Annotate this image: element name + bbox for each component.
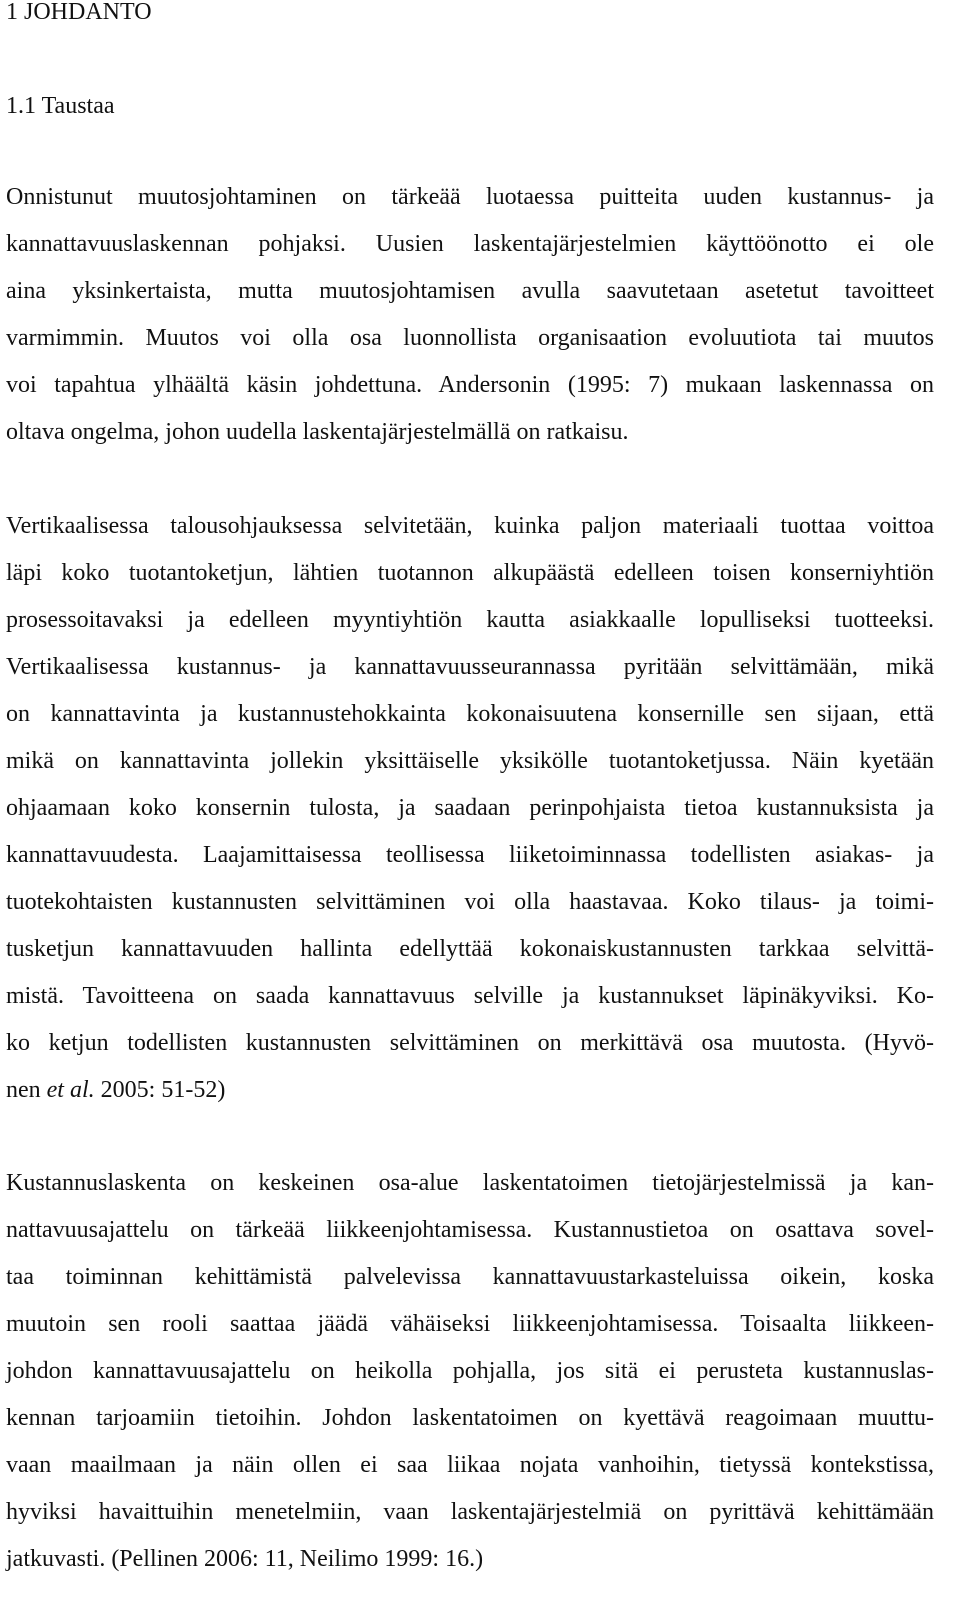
paragraph-line: Onnistunut muutosjohtaminen on tärkeää luotaessa puitteita uuden kustannus- ja — [6, 184, 934, 210]
paragraph-line: kennan tarjoamiin tietoihin. Johdon laskentatoimen on kyettävä reagoimaan muuttu- — [6, 1405, 934, 1431]
paragraph-line: kannattavuudesta. Laajamittaisessa teollisessa liiketoiminnassa todellisten asiakas- ja — [6, 842, 934, 868]
paragraph-line: tusketjun kannattavuuden hallinta edellyttää kokonaiskustannusten tarkkaa selvittä- — [6, 936, 934, 962]
paragraph-line: Kustannuslaskenta on keskeinen osa-alue laskentatoimen tietojärjestelmissä ja kan- — [6, 1170, 934, 1196]
paragraph-line: prosessoitavaksi ja edelleen myyntiyhtiön kautta asiakkaalle lopulliseksi tuotteeksi. — [6, 607, 934, 633]
paragraph-last-line — [6, 1074, 934, 1106]
paragraph-line: kannattavuuslaskennan pohjaksi. Uusien laskentajärjestelmien käyttöönotto ei ole — [6, 231, 934, 257]
paragraph-line: jatkuvasti. (Pellinen 2006: 11, Neilimo 1999: 16.) — [6, 1546, 484, 1572]
chapter-heading: 1 JOHDANTO — [6, 0, 152, 25]
paragraph-line: vaan maailmaan ja näin ollen ei saa liikaa nojata vanhoihin, tietyssä kontekstissa, — [6, 1452, 934, 1478]
paragraph-line: varmimmin. Muutos voi olla osa luonnollista organisaation evoluutiota tai muutos — [6, 325, 934, 351]
paragraph-line: hyviksi havaittuihin menetelmiin, vaan laskentajärjestelmiä on pyrittävä kehittämään — [6, 1499, 934, 1525]
paragraph-line: ko ketjun todellisten kustannusten selvittäminen on merkittävä osa muutosta. (Hyvö- — [6, 1030, 934, 1056]
paragraph-line: johdon kannattavuusajattelu on heikolla pohjalla, jos sitä ei perusteta kustannuslas- — [6, 1358, 934, 1384]
paragraph-line: voi tapahtua ylhäältä käsin johdettuna. Andersonin (1995: 7) mukaan laskennassa on — [6, 372, 934, 398]
citation-et-al: et al. — [46, 1077, 95, 1103]
paragraph-line: oltava ongelma, johon uudella laskentajärjestelmällä on ratkaisu. — [6, 419, 629, 445]
paragraph-line: tuotekohtaisten kustannusten selvittäminen voi olla haastavaa. Koko tilaus- ja toimi- — [6, 889, 934, 915]
paragraph-line: on kannattavinta ja kustannustehokkainta kokonaisuutena konsernille sen sijaan, että — [6, 701, 934, 727]
citation-year-pages: 2005: 51-52) — [94, 1077, 226, 1103]
section-heading: 1.1 Taustaa — [6, 93, 115, 119]
paragraph-line: aina yksinkertaista, mutta muutosjohtamisen avulla saavutetaan asetetut tavoitteet — [6, 278, 934, 304]
paragraph-line: nattavuusajattelu on tärkeää liikkeenjohtamisessa. Kustannustietoa on osattava sovel- — [6, 1217, 934, 1243]
paragraph-line: mistä. Tavoitteena on saada kannattavuus selville ja kustannukset läpinäkyviksi. Ko- — [6, 983, 934, 1009]
paragraph-line: Vertikaalisessa talousohjauksessa selvitetään, kuinka paljon materiaali tuottaa voittoa — [6, 513, 934, 539]
paragraph-line: ohjaamaan koko konsernin tulosta, ja saadaan perinpohjaista tietoa kustannuksista ja — [6, 795, 934, 821]
paragraph-line: taa toiminnan kehittämistä palvelevissa kannattavuustarkasteluissa oikein, koska — [6, 1264, 934, 1290]
paragraph-line: mikä on kannattavinta jollekin yksittäiselle yksikölle tuotantoketjussa. Näin kyetään — [6, 748, 934, 774]
paragraph-line: muutoin sen rooli saattaa jäädä vähäiseksi liikkeenjohtamisessa. Toisaalta liikkeen- — [6, 1311, 934, 1337]
paragraph-line: läpi koko tuotantoketjun, lähtien tuotannon alkupäästä edelleen toisen konserniyhtiön — [6, 560, 934, 586]
citation-author-fragment: nen — [6, 1077, 47, 1103]
paragraph-line: Vertikaalisessa kustannus- ja kannattavuusseurannassa pyritään selvittämään, mikä — [6, 654, 934, 680]
